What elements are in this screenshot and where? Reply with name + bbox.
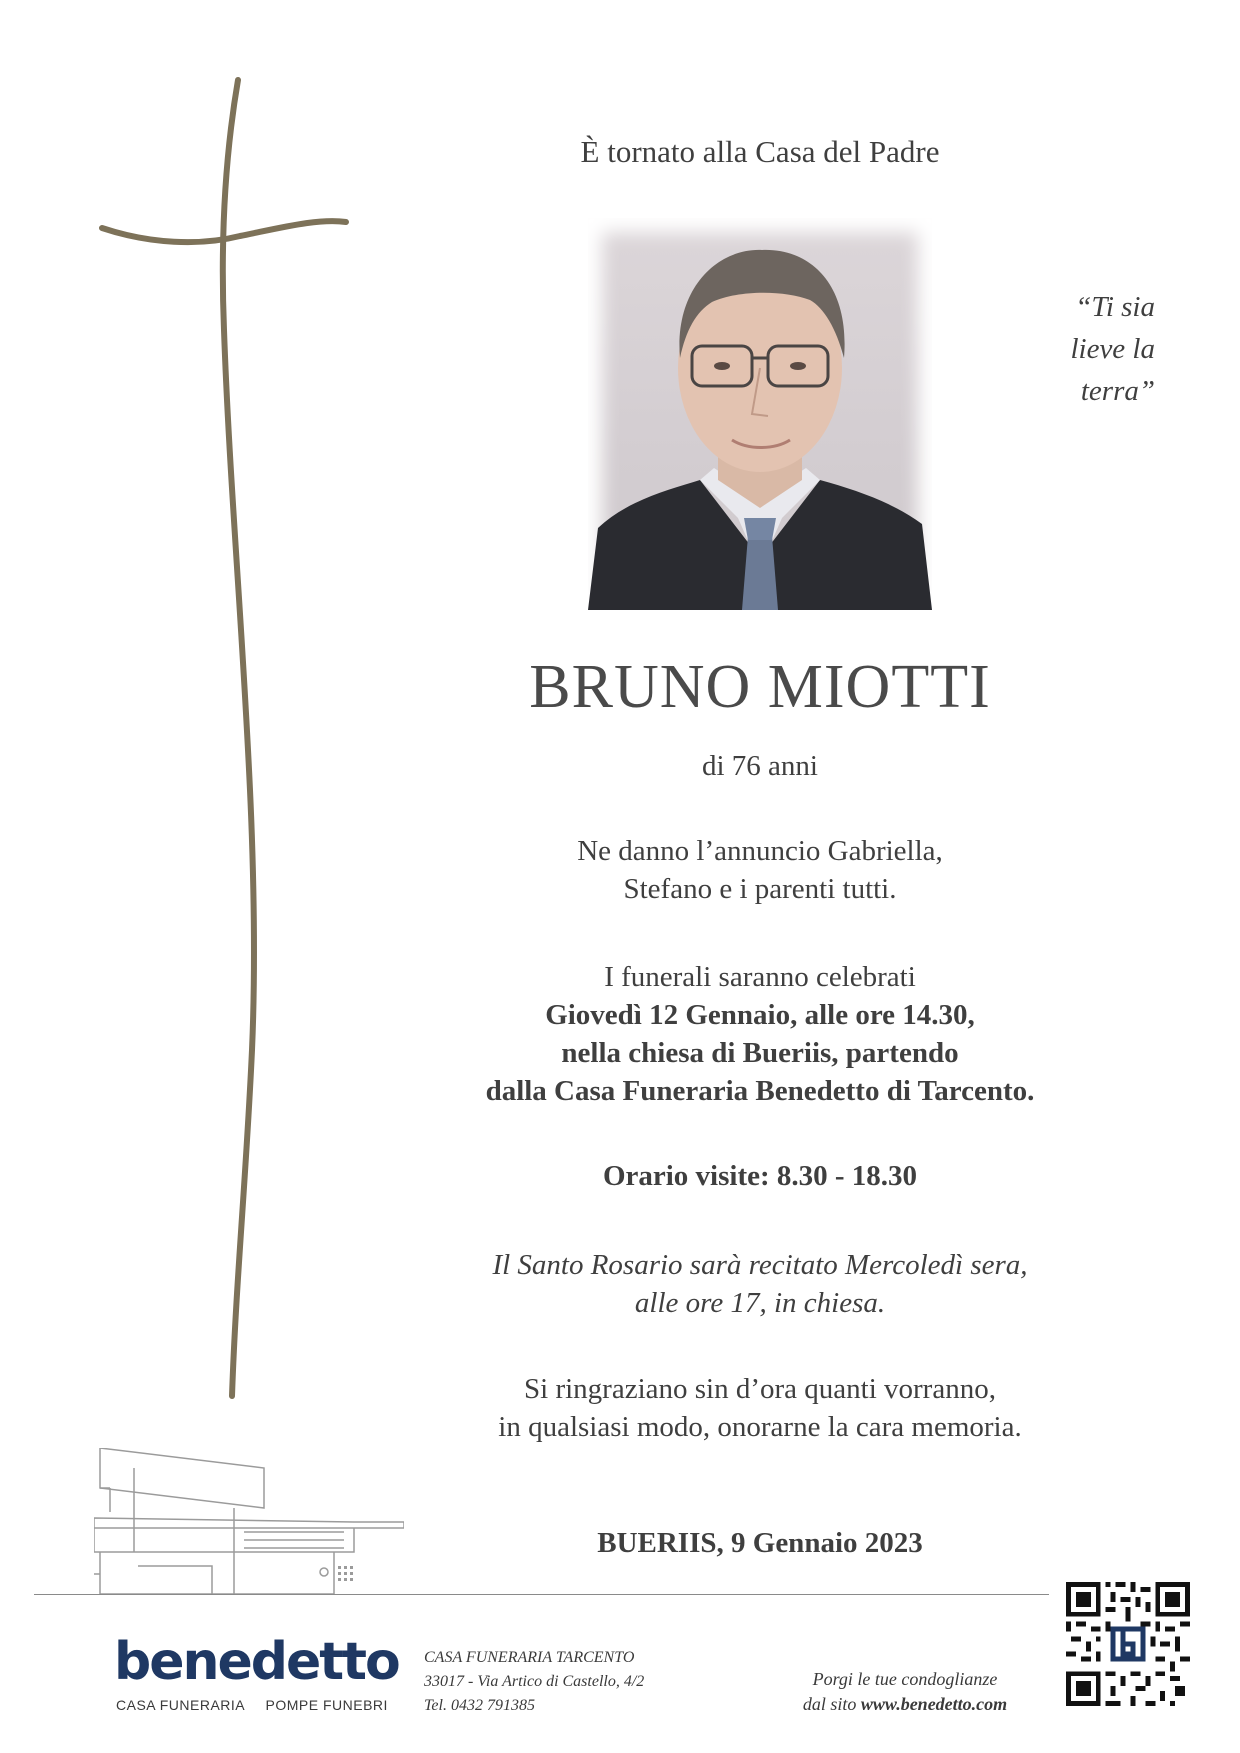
announcement-line: Stefano e i parenti tutti. bbox=[623, 873, 897, 905]
rosary-line: Il Santo Rosario sarà recitato Mercoledì sera, bbox=[492, 1249, 1028, 1281]
funeral-line: I funerali saranno celebrati bbox=[604, 961, 916, 993]
funeral-line: dalla Casa Funeraria Benedetto di Tarcento. bbox=[485, 1075, 1035, 1107]
funeral-line: nella chiesa di Bueriis, partendo bbox=[561, 1037, 959, 1069]
contact-title: CASA FUNERARIA TARCENTO bbox=[424, 1649, 635, 1666]
visit-hours: Orario visite: 8.30 - 18.30 bbox=[602, 1160, 918, 1192]
condolences-block bbox=[760, 1667, 1050, 1717]
quote-line: “Ti sia bbox=[1075, 291, 1155, 323]
deceased-name: BRUNO MIOTTI bbox=[529, 653, 991, 721]
condolences-prefix: dal sito bbox=[802, 1694, 857, 1714]
thanks-line: Si ringraziano sin d’ora quanti vorranno, bbox=[524, 1373, 996, 1405]
brand-logo: benedetto bbox=[114, 1632, 399, 1692]
portrait-photo bbox=[588, 218, 932, 610]
brand-subtitle-1: CASA FUNERARIA bbox=[116, 1697, 246, 1713]
announcement-paragraph bbox=[430, 832, 1090, 908]
website-link[interactable]: www.benedetto.com bbox=[860, 1694, 1008, 1714]
contact-phone: Tel. 0432 791385 bbox=[424, 1697, 535, 1714]
condolences-line bbox=[760, 1692, 1050, 1717]
footer-divider bbox=[34, 1594, 1049, 1595]
contact-address: 33017 - Via Artico di Castello, 4/2 bbox=[424, 1673, 645, 1690]
rosary-paragraph bbox=[430, 1246, 1090, 1322]
thanks-paragraph bbox=[430, 1370, 1090, 1446]
building-logo-icon bbox=[94, 1448, 404, 1596]
contact-block bbox=[424, 1646, 644, 1718]
thanks-line: in qualsiasi modo, onorarne la cara memoria. bbox=[498, 1411, 1022, 1443]
brand-subtitle bbox=[116, 1697, 404, 1713]
quote-line: lieve la bbox=[1070, 333, 1155, 365]
funeral-paragraph bbox=[430, 958, 1090, 1110]
intro-text: È tornato alla Casa del Padre bbox=[580, 134, 940, 169]
cross-icon bbox=[0, 0, 360, 1420]
announcement-line: Ne danno l’annuncio Gabriella, bbox=[577, 835, 943, 867]
brand-subtitle-2: POMPE FUNEBRI bbox=[265, 1697, 388, 1713]
quote-text bbox=[1030, 286, 1155, 412]
age-text: di 76 anni bbox=[702, 750, 818, 782]
quote-line: terra” bbox=[1080, 375, 1155, 407]
rosary-line: alle ore 17, in chiesa. bbox=[634, 1287, 886, 1319]
condolences-line: Porgi le tue condoglianze bbox=[812, 1669, 998, 1689]
qr-code-icon[interactable] bbox=[1066, 1582, 1190, 1706]
funeral-line: Giovedì 12 Gennaio, alle ore 14.30, bbox=[545, 999, 975, 1031]
place-date: BUERIIS, 9 Gennaio 2023 bbox=[597, 1527, 923, 1559]
